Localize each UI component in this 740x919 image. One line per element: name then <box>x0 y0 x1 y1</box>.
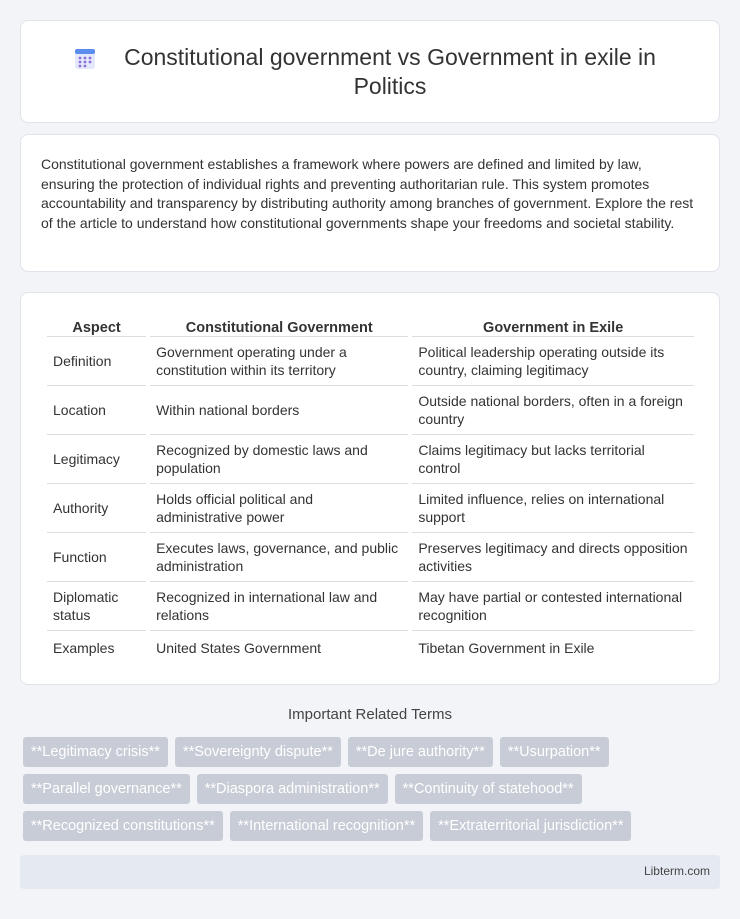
table-row <box>47 582 694 631</box>
table-header-row <box>47 315 694 337</box>
related-term-tag[interactable]: **Recognized constitutions** <box>23 811 223 841</box>
table-cell: Recognized by domestic laws and population <box>150 435 408 484</box>
table-cell: Within national borders <box>150 386 408 435</box>
related-terms-list <box>23 737 723 848</box>
table-cell: Holds official political and administrative power <box>150 484 408 533</box>
related-term-tag[interactable]: **International recognition** <box>230 811 423 841</box>
table-cell: Government operating under a constitution within its territory <box>150 337 408 386</box>
table-cell: Outside national borders, often in a foreign country <box>412 386 694 435</box>
table-cell-aspect: Diplomatic status <box>47 582 146 631</box>
table-row <box>47 484 694 533</box>
column-header: Aspect <box>47 315 146 337</box>
table-row <box>47 533 694 582</box>
table-cell-aspect: Examples <box>53 639 115 656</box>
table-cell: Claims legitimacy but lacks territorial control <box>412 435 694 484</box>
table-cell-aspect: Legitimacy <box>47 435 146 484</box>
table-row <box>47 337 694 386</box>
page-title: Constitutional government vs Government in exile in Politics <box>124 44 656 99</box>
footer <box>20 855 720 889</box>
table-row <box>47 631 694 664</box>
table-row <box>47 435 694 484</box>
table-cell: United States Government <box>156 639 322 656</box>
title-card <box>20 20 720 123</box>
table-cell: Preserves legitimacy and directs opposition activities <box>412 533 694 582</box>
related-term-tag[interactable]: **Usurpation** <box>500 737 609 767</box>
table-cell: May have partial or contested international recognition <box>412 582 694 631</box>
table-cell: Executes laws, governance, and public administration <box>150 533 408 582</box>
table-cell-aspect: Definition <box>47 337 146 386</box>
column-header: Constitutional Government <box>150 315 408 337</box>
comparison-table-card <box>20 292 720 685</box>
related-term-tag[interactable]: **De jure authority** <box>348 737 493 767</box>
column-header: Government in Exile <box>412 315 694 337</box>
intro-paragraph: Constitutional government establishes a framework where powers are defined and limited by law, ensuring the protection of individual rights and preventing authoritarian rule. This system promotes accountability and transparency by distributing authority among branches of government. Explore the rest of the article to understand how constitutional governments shape your freedoms and societal stability. <box>41 156 694 231</box>
related-term-tag[interactable]: **Extraterritorial jurisdiction** <box>430 811 631 841</box>
table-cell: Political leadership operating outside its country, claiming legitimacy <box>412 337 694 386</box>
table-cell: Recognized in international law and relations <box>150 582 408 631</box>
table-cell: Tibetan Government in Exile <box>418 639 595 656</box>
footer-site-link[interactable]: Libterm.com <box>643 864 710 878</box>
table-cell: Limited influence, relies on international support <box>412 484 694 533</box>
table-cell-aspect: Location <box>47 386 146 435</box>
comparison-table <box>43 315 698 664</box>
table-row <box>47 386 694 435</box>
related-term-tag[interactable]: **Legitimacy crisis** <box>23 737 168 767</box>
intro-card <box>20 134 720 272</box>
related-term-tag[interactable]: **Diaspora administration** <box>197 774 388 804</box>
related-term-tag[interactable]: **Parallel governance** <box>23 774 190 804</box>
table-cell-aspect: Function <box>47 533 146 582</box>
related-term-tag[interactable]: **Sovereignty dispute** <box>175 737 341 767</box>
related-terms-heading: Important Related Terms <box>288 706 452 723</box>
table-cell-aspect: Authority <box>47 484 146 533</box>
related-term-tag[interactable]: **Continuity of statehood** <box>395 774 582 804</box>
